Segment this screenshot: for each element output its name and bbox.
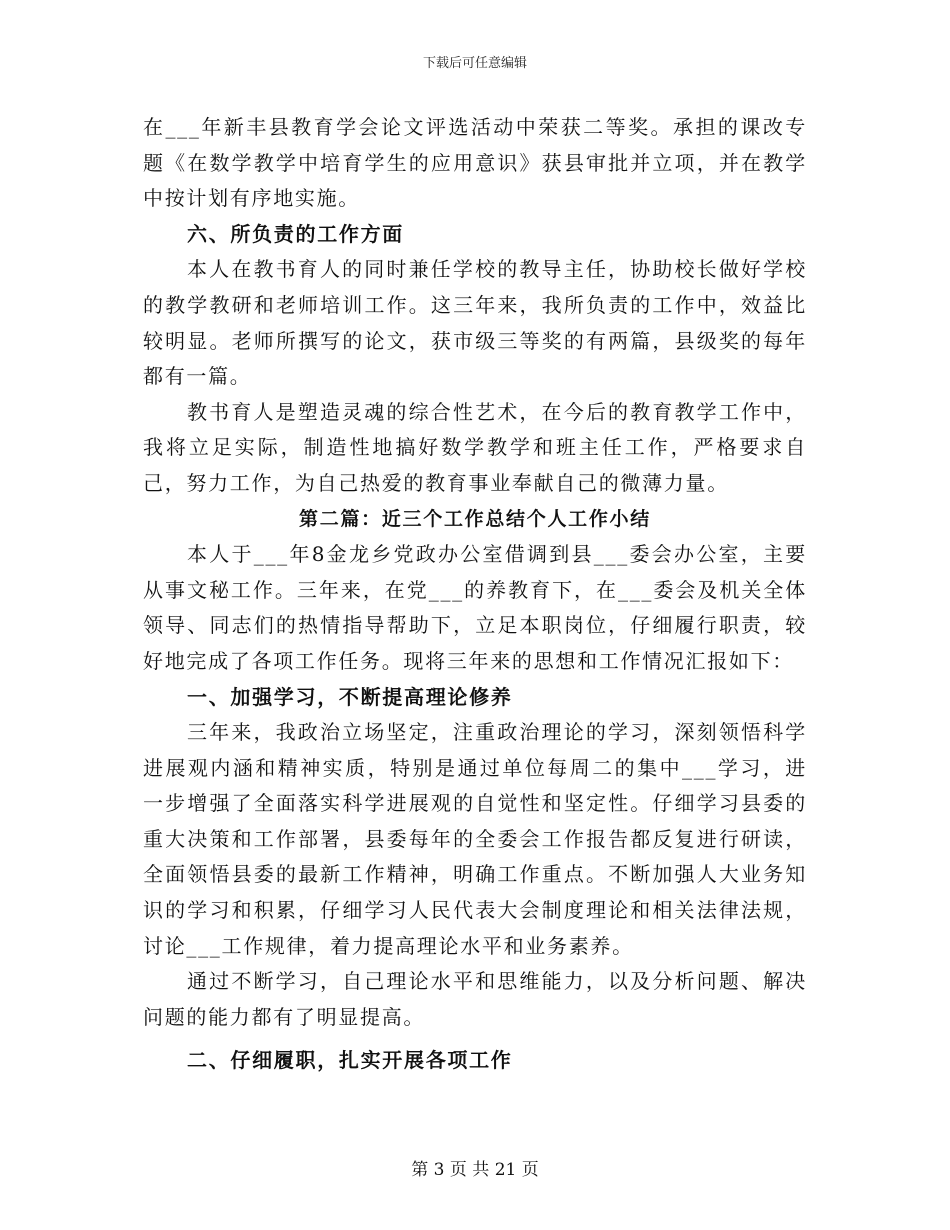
section-heading-one: 一、加强学习，不断提高理论修养	[187, 684, 513, 709]
document-body	[143, 110, 807, 1079]
paragraph-award: 在___年新丰县教育学会论文评选活动中荣获二等奖。承担的课改专题《在数学教学中培育学生的应用意识》获县审批并立项，并在教学中按计划有序地实施。	[143, 115, 807, 211]
paragraph-intro: 本人于___年8金龙乡党政办公室借调到县___委会办公室，主要从事文秘工作。三年来，在党___的养教育下，在___委会及机关全体领导、同志们的热情指导帮助下，立足本职岗位，仔细履行职责，较好地完成了各项工作任务。现将三年来的思想和工作情况汇报如下：	[143, 542, 807, 673]
spacer	[143, 1035, 807, 1043]
section-heading-six: 六、所负责的工作方面	[187, 221, 404, 246]
paragraph-improvement: 通过不断学习，自己理论水平和思维能力，以及分析问题、解决问题的能力都有了明显提高。	[143, 969, 807, 1029]
paragraph-conclusion: 教书育人是塑造灵魂的综合性艺术，在今后的教育教学工作中，我将立足实际，制造性地搞好数学教学和班主任工作，严格要求自己，努力工作，为自己热爱的教育事业奉献自己的微薄力量。	[143, 399, 807, 495]
page-header-note: 下载后可任意编辑	[422, 56, 527, 71]
paragraph-study: 三年来，我政治立场坚定，注重政治理论的学习，深刻领悟科学进展观内涵和精神实质，特别是通过单位每周二的集中___学习，进一步增强了全面落实科学进展观的自觉性和坚定性。仔细学习县委的重大决策和工作部署，县委每年的全委会工作报告都反复进行研读，全面领悟县委的最新工作精神，明确工作重点。不断加强人大业务知识的学习和积累，仔细学习人民代表大会制度理论和相关法律法规，讨论___工作规律，着力提高理论水平和业务素养。	[143, 720, 807, 958]
section-heading-two: 二、仔细履职，扎实开展各项工作	[187, 1048, 513, 1073]
paragraph-responsibility: 本人在教书育人的同时兼任学校的教导主任，协助校长做好学校的教学教研和老师培训工作。这三年来，我所负责的工作中，效益比较明显。老师所撰写的论文，获市级三等奖的有两篇，县级奖的每年都有一篇。	[143, 257, 807, 389]
chapter-title: 第二篇：近三个工作总结个人工作小结	[299, 507, 651, 530]
page-footer-number: 第 3 页 共 21 页	[411, 1160, 539, 1180]
